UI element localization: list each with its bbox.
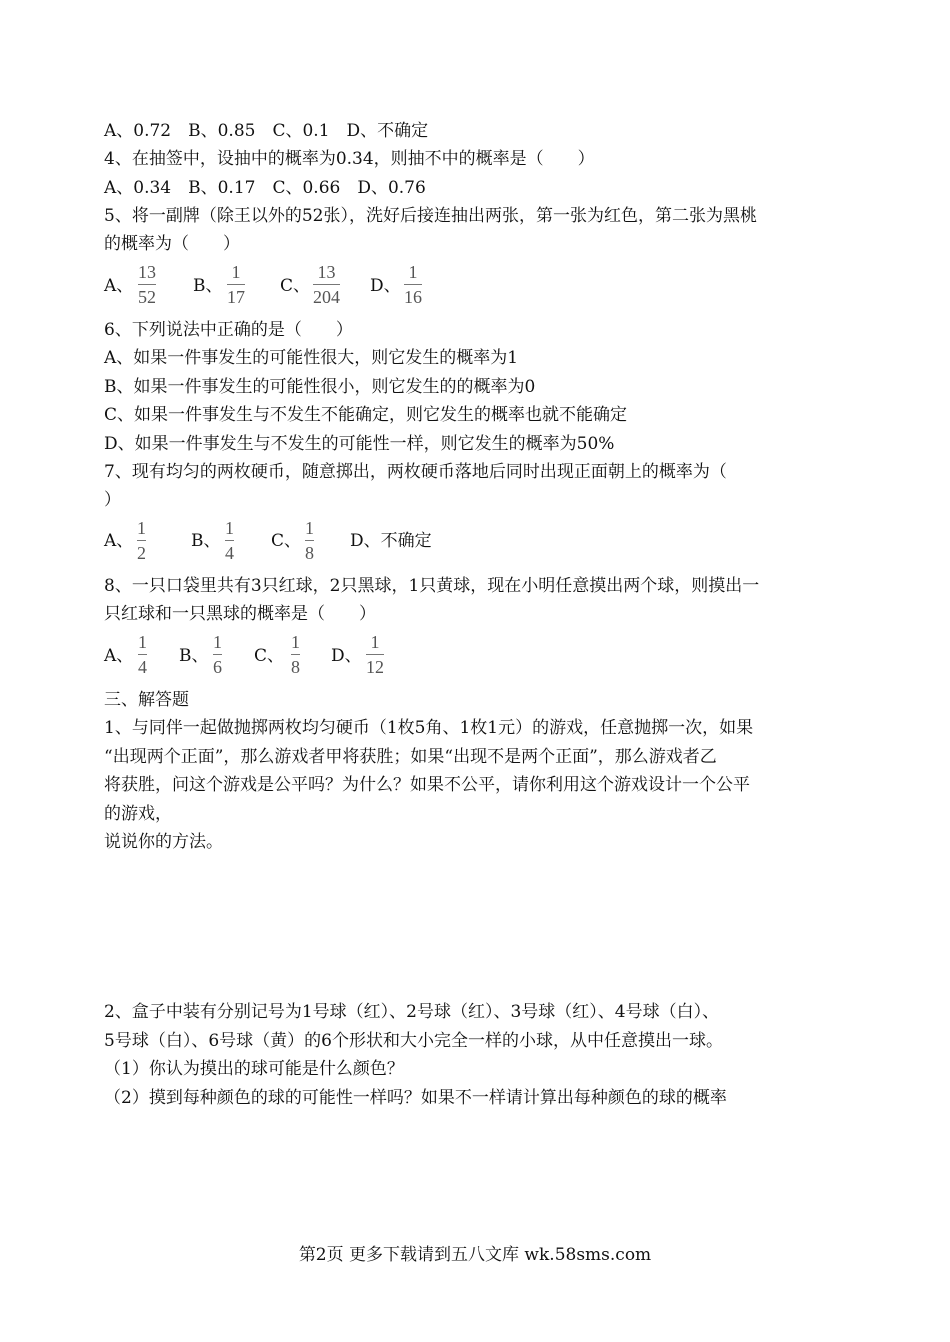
fraction-bar bbox=[291, 654, 300, 655]
q7-option-b-label: B、 bbox=[191, 531, 221, 551]
fraction-denominator: 4 bbox=[225, 543, 234, 563]
q7-option-d: D、不确定 bbox=[350, 531, 432, 551]
q4-stem: 4、在抽签中，设抽中的概率为0.34，则抽不中的概率是（ ） bbox=[104, 149, 595, 169]
fraction-bar bbox=[404, 284, 422, 285]
fraction-denominator: 8 bbox=[305, 543, 314, 563]
fraction-bar bbox=[225, 540, 234, 541]
fraction-bar bbox=[213, 654, 222, 655]
fraction-numerator: 1 bbox=[291, 632, 300, 652]
fraction-denominator: 4 bbox=[138, 657, 147, 677]
q4-options: A、0.34 B、0.17 C、0.66 D、0.76 bbox=[104, 178, 426, 198]
answer-2-sub2: （2）摸到每种颜色的球的可能性一样吗？如果不一样请计算出每种颜色的球的概率 bbox=[104, 1088, 727, 1108]
section-3-title: 三、解答题 bbox=[104, 690, 189, 710]
q8-stem-line2: 只红球和一只黑球的概率是（ ） bbox=[104, 604, 376, 624]
answer-2-line2: 5号球（白）、6号球（黄）的6个形状和大小完全一样的小球，从中任意摸出一球。 bbox=[104, 1031, 723, 1051]
fraction-denominator: 8 bbox=[291, 657, 300, 677]
q8-stem-line1: 8、一只口袋里共有3只红球，2只黑球，1只黄球，现在小明任意摸出两个球，则摸出一 bbox=[104, 576, 760, 596]
fraction-numerator: 1 bbox=[138, 632, 147, 652]
q8-option-a-fraction bbox=[138, 632, 147, 677]
q8-option-b-label: B、 bbox=[179, 646, 209, 666]
fraction-numerator: 1 bbox=[231, 262, 241, 282]
fraction-numerator: 1 bbox=[305, 518, 314, 538]
q5-option-b-label: B、 bbox=[193, 276, 223, 296]
answer-1-line2: “出现两个正面”，那么游戏者甲将获胜；如果“出现不是两个正面”，那么游戏者乙 bbox=[104, 747, 717, 767]
q6-option-b: B、如果一件事发生的可能性很小，则它发生的的概率为0 bbox=[104, 377, 536, 397]
q3-options: A、0.72 B、0.85 C、0.1 D、不确定 bbox=[104, 121, 429, 141]
q5-option-d-label: D、 bbox=[370, 276, 401, 296]
q8-option-c-label: C、 bbox=[254, 646, 285, 666]
fraction-numerator: 1 bbox=[408, 262, 418, 282]
fraction-numerator: 1 bbox=[213, 632, 222, 652]
q8-option-b-fraction bbox=[213, 632, 222, 677]
answer-1-line4: 的游戏， bbox=[104, 804, 172, 824]
fraction-bar bbox=[137, 540, 146, 541]
answer-2-sub1: （1）你认为摸出的球可能是什么颜色？ bbox=[104, 1059, 404, 1079]
page-footer: 第2页 更多下载请到五八文库 wk.58sms.com bbox=[298, 1245, 652, 1265]
answer-1-line1: 1、与同伴一起做抛掷两枚均匀硬币（1枚5角、1枚1元）的游戏，任意抛掷一次，如果 bbox=[104, 718, 754, 738]
fraction-numerator: 13 bbox=[317, 262, 336, 282]
fraction-bar bbox=[138, 284, 156, 285]
q5-stem-line1: 5、将一副牌（除王以外的52张），洗好后接连抽出两张，第一张为红色，第二张为黑桃 bbox=[104, 206, 757, 226]
q8-option-d-fraction bbox=[366, 632, 384, 677]
fraction-bar bbox=[227, 284, 245, 285]
q7-stem-line1: 7、现有均匀的两枚硬币，随意掷出，两枚硬币落地后同时出现正面朝上的概率为（ bbox=[104, 462, 727, 482]
q7-option-c-fraction bbox=[305, 518, 314, 563]
fraction-denominator: 2 bbox=[137, 543, 146, 563]
fraction-bar bbox=[366, 654, 384, 655]
fraction-bar bbox=[138, 654, 147, 655]
q5-option-b-fraction bbox=[227, 262, 245, 307]
fraction-denominator: 16 bbox=[404, 287, 422, 307]
q5-option-c-label: C、 bbox=[280, 276, 311, 296]
fraction-denominator: 204 bbox=[313, 287, 340, 307]
fraction-bar bbox=[305, 540, 314, 541]
q8-option-d-label: D、 bbox=[331, 646, 362, 666]
q8-option-c-fraction bbox=[291, 632, 300, 677]
q6-option-c: C、如果一件事发生与不发生不能确定，则它发生的概率也就不能确定 bbox=[104, 405, 628, 425]
q5-option-a-label: A、 bbox=[104, 276, 134, 296]
fraction-denominator: 6 bbox=[213, 657, 222, 677]
fraction-denominator: 52 bbox=[138, 287, 156, 307]
q5-option-a-fraction bbox=[138, 262, 156, 307]
q6-option-a: A、如果一件事发生的可能性很大，则它发生的概率为1 bbox=[104, 348, 519, 368]
q5-option-c-fraction bbox=[313, 262, 340, 307]
q6-stem: 6、下列说法中正确的是（ ） bbox=[104, 320, 353, 340]
q7-stem-line2: ） bbox=[104, 490, 121, 510]
fraction-numerator: 1 bbox=[225, 518, 234, 538]
q7-option-b-fraction bbox=[225, 518, 234, 563]
fraction-numerator: 1 bbox=[370, 632, 380, 652]
answer-1-line5: 说说你的方法。 bbox=[104, 832, 223, 852]
q6-option-d: D、如果一件事发生与不发生的可能性一样，则它发生的概率为50% bbox=[104, 434, 615, 454]
fraction-numerator: 13 bbox=[138, 262, 156, 282]
fraction-bar bbox=[313, 284, 340, 285]
answer-2-line1: 2、盒子中装有分别记号为1号球（红）、2号球（红）、3号球（红）、4号球（白）、 bbox=[104, 1002, 720, 1022]
answer-1-line3: 将获胜，问这个游戏是公平吗？为什么？如果不公平，请你利用这个游戏设计一个公平 bbox=[104, 775, 750, 795]
fraction-denominator: 17 bbox=[227, 287, 245, 307]
q7-option-c-label: C、 bbox=[271, 531, 302, 551]
fraction-numerator: 1 bbox=[137, 518, 146, 538]
fraction-denominator: 12 bbox=[366, 657, 384, 677]
q7-option-a-label: A、 bbox=[104, 531, 134, 551]
q7-option-a-fraction bbox=[137, 518, 146, 563]
q5-stem-line2: 的概率为（ ） bbox=[104, 234, 240, 254]
q5-option-d-fraction bbox=[404, 262, 422, 307]
q8-option-a-label: A、 bbox=[104, 646, 134, 666]
